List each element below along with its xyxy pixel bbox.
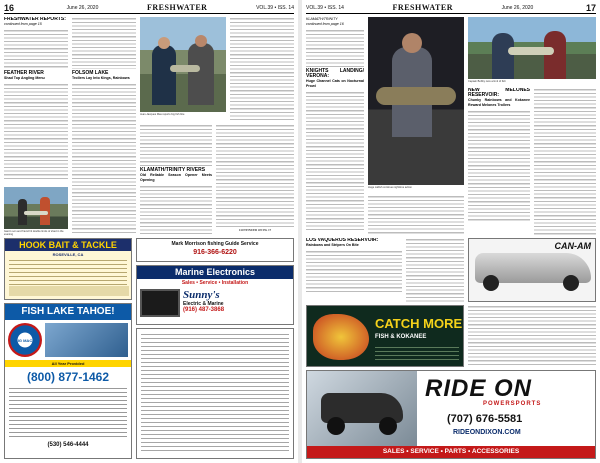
- body-text: [306, 250, 402, 294]
- article-column-2: [72, 17, 136, 239]
- body-text: [468, 305, 596, 367]
- sunny-subtitle: Electric & Marine: [183, 301, 224, 307]
- article-column-1: [306, 17, 364, 235]
- body-text: [306, 29, 364, 67]
- marine-electronics-ad[interactable]: [136, 265, 294, 325]
- ad-tagline: ROSEVILLE, CA: [52, 252, 84, 257]
- ride-on-logo: RIDE ON: [425, 375, 533, 402]
- vehicle-image: [307, 371, 417, 447]
- photo-caption: Captain Bobby nets a limit of fish: [468, 80, 506, 83]
- reports-subheading: continued from page 15: [4, 22, 42, 26]
- page-date: June 26, 2020: [501, 4, 534, 11]
- issue-number: VOL.39 • ISS. 14: [306, 4, 344, 11]
- section-title: FRESHWATER: [147, 3, 208, 12]
- stripers-photo: [468, 17, 596, 79]
- ad-title: CATCH MORE: [375, 316, 463, 331]
- fishfinder-image: [140, 289, 180, 317]
- can-am-logo: CAN-AM: [554, 241, 591, 251]
- ad-phone: (916) 487-3868: [183, 307, 225, 313]
- folsom-subheading: Trollers Lay Into Kings, Rainbows: [72, 76, 130, 80]
- article-column-5: [230, 17, 294, 121]
- body-text: [406, 238, 464, 302]
- page-date: June 26, 2020: [66, 4, 99, 11]
- photo-caption: Huge catfish continue nighttime action: [368, 186, 412, 189]
- big-mack-logo: BIG MACK: [8, 323, 42, 357]
- los-vaqueros-heading: LOS VAQUEROS RESERVOIR:: [306, 238, 379, 243]
- ad-title: FISH LAKE TAHOE!: [5, 304, 131, 320]
- body-text: [140, 185, 212, 235]
- photo-caption: Jean-Jacques Mas reports big fish bite: [140, 113, 185, 116]
- article-column-1: [4, 17, 68, 185]
- body-text: [216, 124, 294, 228]
- mark-morrison-guide-ad[interactable]: [136, 238, 294, 262]
- right-page-header: [306, 2, 596, 14]
- ad-url[interactable]: RIDEONDIXON.COM: [453, 429, 521, 436]
- new-melones-subheading: Chunky Rainbows and Kokanee Reward Melones Trollers: [468, 98, 530, 107]
- ad-phone: (707) 676-5581: [447, 413, 523, 425]
- ad-phone: 916-366-6220: [193, 249, 237, 256]
- catfish-photo: [368, 17, 464, 185]
- right-page: [302, 0, 600, 463]
- article-column-3: [140, 124, 212, 239]
- page-number: 16: [4, 2, 15, 13]
- issue-number: VOL.39 • ISS. 14: [256, 4, 294, 11]
- ad-subtitle: Sales • Service • Installation: [181, 280, 249, 286]
- ad-phone: (800) 877-1462: [26, 370, 110, 384]
- reports-heading: FRESHWATER REPORTS:: [4, 17, 66, 22]
- ad-title: Mark Morrison fishing Guide Service: [171, 241, 259, 247]
- knights-subheading: Huge Channel Cats on Nocturnal Prowl: [306, 79, 364, 88]
- body-text: [72, 17, 136, 69]
- ad-phone-2: (530) 546-4444: [47, 442, 89, 448]
- ride-on-powersports-ad[interactable]: [306, 370, 596, 459]
- knights-heading: KNIGHTS LANDING/ VERONA:: [306, 68, 364, 79]
- ad-title: Marine Electronics: [137, 266, 293, 279]
- article-column-2: [368, 195, 464, 235]
- body-text: [468, 110, 530, 222]
- body-text: [4, 29, 68, 69]
- page-number: 17: [585, 2, 596, 13]
- left-page: [0, 0, 298, 463]
- continued-label: CONTINUED ON PG 17: [238, 228, 272, 232]
- feather-subheading: Shad Top Angling Menu: [4, 76, 45, 80]
- left-page-header: [4, 2, 294, 14]
- ad-tagline: All Year Provided: [5, 360, 131, 367]
- body-text: [368, 195, 464, 235]
- body-text: [72, 83, 136, 233]
- body-text: [4, 83, 68, 179]
- catch-more-fish-ad[interactable]: [306, 305, 464, 367]
- klamath-heading: KLAMATH/TRINITY RIVERS: [140, 167, 206, 173]
- folsom-fishing-photo: [140, 17, 226, 112]
- sunny-logo: Sunny's: [183, 289, 220, 301]
- body-text: [230, 17, 294, 121]
- ad-subtitle: FISH & KOKANEE: [375, 334, 427, 340]
- ride-on-subtitle: POWERSPORTS: [483, 401, 542, 407]
- section-title: FRESHWATER: [392, 3, 453, 12]
- can-am-ad[interactable]: [468, 238, 596, 302]
- hooks-bait-tackle-ad[interactable]: [4, 238, 132, 300]
- folsom-heading: FOLSOM LAKE: [72, 70, 109, 76]
- continued-subheading: continued from page 16: [306, 22, 344, 26]
- los-vaqueros-subheading: Rainbows and Stripers On Bite: [306, 243, 359, 247]
- body-text: [534, 88, 596, 235]
- body-text: [306, 91, 364, 231]
- continued-heading: KLAMATH/TRINITY: [306, 17, 338, 21]
- article-column-6: [406, 238, 464, 302]
- advertisement[interactable]: [136, 328, 294, 459]
- photo-caption: Garo's son and friend hit double limits of shad in the evening: [4, 230, 64, 236]
- article-column-7: [468, 305, 596, 367]
- feather-heading: FEATHER RIVER: [4, 70, 44, 76]
- ad-footer-strip: SALES • SERVICE • PARTS • ACCESSORIES: [307, 446, 595, 458]
- lure-image: [313, 314, 369, 360]
- new-melones-heading: NEW MELONES RESERVOIR:: [468, 88, 530, 98]
- ad-title: HOOK BAIT & TACKLE: [5, 239, 131, 251]
- fish-lake-tahoe-ad[interactable]: [4, 303, 132, 459]
- shad-fishing-photo: [4, 187, 68, 229]
- article-column-3: [468, 88, 530, 235]
- lake-photo: [45, 323, 128, 357]
- article-column-4: [216, 124, 294, 239]
- klamath-subheading: Old Reliable Season Opener Meets Opening: [140, 173, 212, 182]
- article-column-4: [534, 88, 596, 235]
- article-column-5: [306, 238, 402, 302]
- body-text: [140, 124, 212, 166]
